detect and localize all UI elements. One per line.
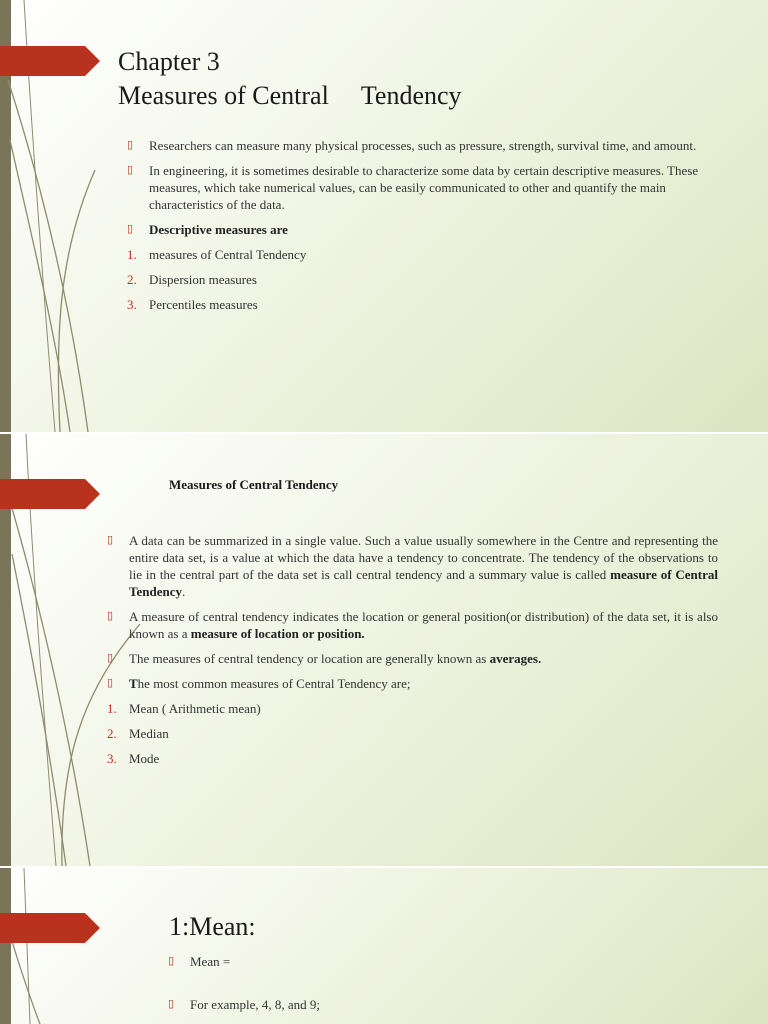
square-bullet-icon: ▯ [107, 652, 114, 664]
square-bullet-icon: ▯ [107, 610, 114, 622]
bullet-list [107, 532, 718, 775]
numbered-item: 1. Mean ( Arithmetic mean) [107, 701, 261, 716]
list-item: ▯ Descriptive measures are [127, 222, 288, 237]
chevron-arrow-icon [0, 46, 100, 76]
numbered-item: 3. Percentiles measures [127, 297, 258, 312]
chevron-arrow-icon [0, 913, 100, 943]
slide-heading: Measures of Central Tendency [169, 477, 339, 492]
square-bullet-icon: ▯ [127, 139, 134, 151]
list-item: ▯ Researchers can measure many physical processes, such as pressure, strength, survival time, and amount. [127, 138, 697, 153]
square-bullet-icon: ▯ [168, 955, 175, 967]
slide-2 [0, 434, 768, 866]
chevron-arrow-icon [0, 479, 100, 509]
slide-3 [0, 868, 768, 1024]
list-item: ▯ In engineering, it is sometimes desirable to characterize some data by certain descriptive measures. These measures, which take numerical values, can be easily communicated to other and quantify the main characteristics of the data. [127, 163, 699, 212]
numbered-item: 2. Median [107, 726, 169, 741]
bullet-list [168, 953, 708, 1021]
slide-title: Chapter 3 [118, 47, 220, 76]
list-item: ▯ A measure of central tendency indicates the location or general position(or distribution) of the data set, it is also known as a measure of location or position. [107, 609, 718, 641]
bullet-list [127, 137, 717, 321]
numbered-item: 1. measures of Central Tendency [127, 247, 307, 262]
numbered-item: 3. Mode [107, 751, 160, 766]
square-bullet-icon: ▯ [107, 534, 114, 546]
square-bullet-icon: ▯ [127, 164, 134, 176]
slide-subtitle: Measures of Central Tendency [118, 81, 462, 110]
list-item: ▯ Mean = [168, 954, 231, 969]
slide-1 [0, 0, 768, 432]
list-item: ▯ The most common measures of Central Tendency are; [107, 676, 411, 691]
square-bullet-icon: ▯ [127, 223, 134, 235]
list-item: ▯ A data can be summarized in a single value. Such a value usually somewhere in the Centre and representing the entire data set, is a value at which the data have a tendency to concentrate. The tendency of the observations to lie in the central part of the data set is call central tendency and a summary value is called measure of Central Tendency. [107, 533, 718, 599]
square-bullet-icon: ▯ [168, 998, 175, 1010]
list-item: ▯ The measures of central tendency or location are generally known as averages. [107, 651, 542, 666]
list-item: ▯ For example, 4, 8, and 9; [168, 997, 320, 1012]
square-bullet-icon: ▯ [107, 677, 114, 689]
numbered-item: 2. Dispersion measures [127, 272, 257, 287]
slide-heading: 1:Mean: [169, 912, 256, 941]
